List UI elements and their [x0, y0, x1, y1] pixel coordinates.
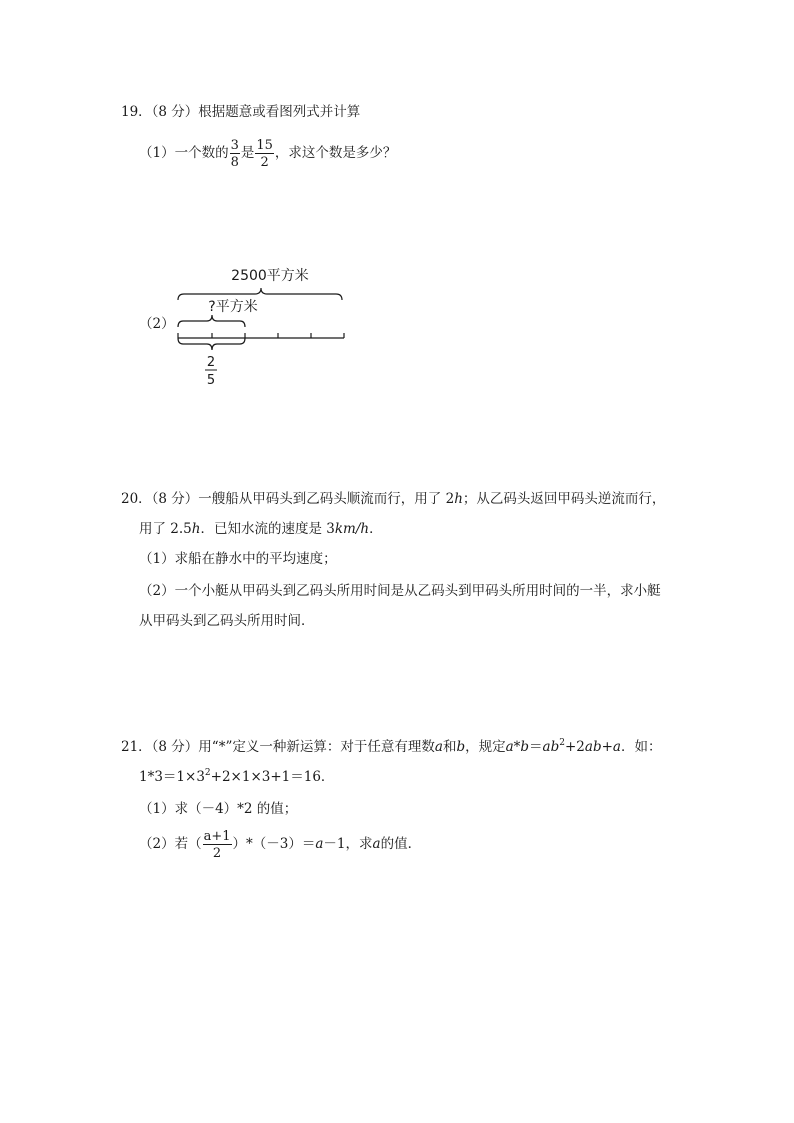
fraction-a-plus-1-over-2: $\frac{a+1}{2}$: [203, 828, 231, 861]
q19-part1: （1）一个数的 $\frac{3}{8}$ 是 $\frac{15}{2}$ ，求这个数是多少？: [139, 137, 397, 170]
q21-line1: 21．（8 分）用“*”定义一种新运算：对于任意有理数a和b，规定$a*b=ab^2+2ab+a$．如：: [121, 738, 662, 755]
q21-example: $1*3=1\times 3^2+2\times 1\times 3+1=16$．: [139, 768, 335, 785]
fraction-brace: [178, 338, 245, 350]
unknown-label: ?平方米: [208, 299, 258, 315]
q21-sub1: （1）求（－4）*2 的值；: [139, 801, 298, 817]
fraction-3-8: $\frac{3}{8}$: [230, 137, 239, 170]
fraction-denominator: 5: [206, 373, 216, 388]
q19-part2-label: （2）: [139, 316, 175, 332]
q20-sub2-line2: 从甲码头到乙码头所用时间．: [139, 613, 315, 629]
q20-sub2-line1: （2）一个小艇从甲码头到乙码头所用时间是从乙码头到甲码头所用时间的一半，求小艇: [139, 583, 661, 599]
total-label: 2500平方米: [231, 268, 309, 284]
q21-sub2: （2）若（ $\frac{a+1}{2}$ ）*（－3）＝a－1，求a的值．: [139, 828, 422, 861]
q20-sub1: （1）求船在静水中的平均速度；: [139, 551, 337, 567]
q20-line1: 20．（8 分）一艘船从甲码头到乙码头顺流而行，用了 2h；从乙码头返回甲码头逆流而行，: [121, 491, 666, 507]
total-brace: [178, 288, 342, 300]
fraction-numerator: 2: [206, 355, 216, 370]
fraction-15-2: $\frac{15}{2}$: [256, 137, 273, 170]
q19-header: 19．（8 分）根据题意或看图列式并计算: [121, 104, 361, 120]
unknown-brace: [178, 315, 245, 327]
q20-line2: 用了 2.5h．已知水流的速度是 3km/h．: [139, 521, 383, 537]
